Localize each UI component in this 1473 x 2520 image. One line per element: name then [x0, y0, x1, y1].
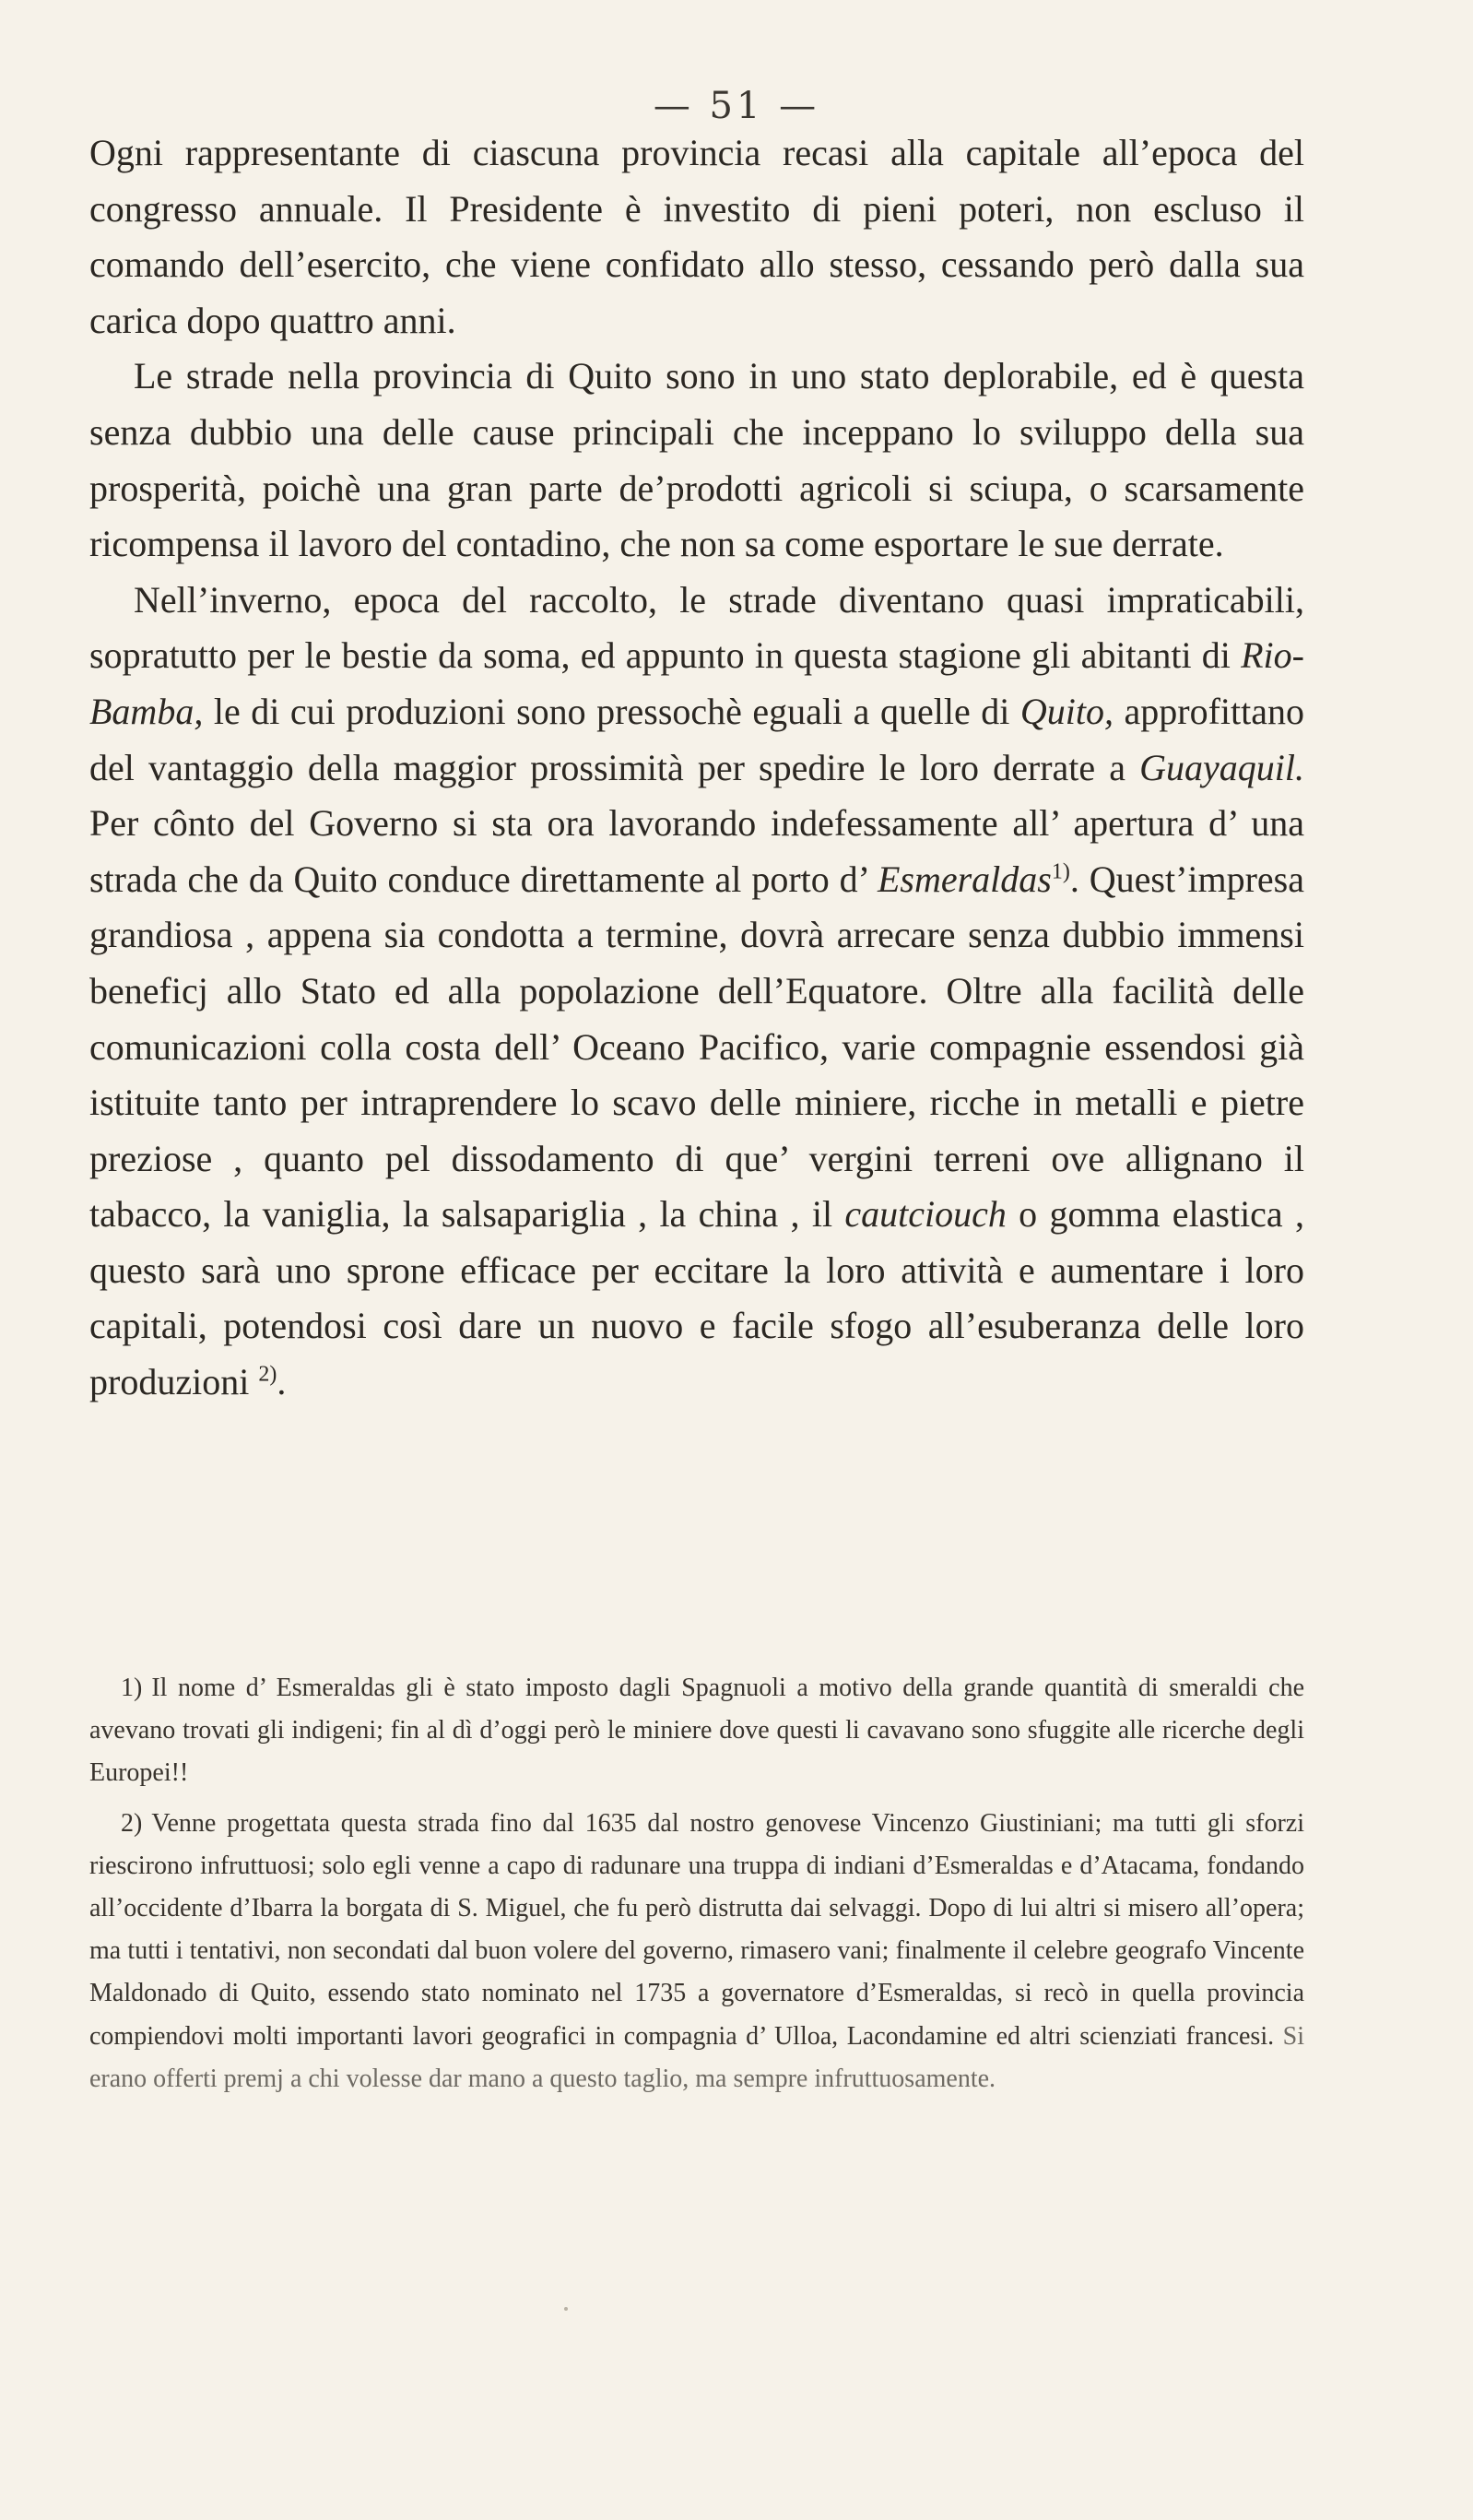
place-name-quito: Quito, [1019, 690, 1114, 732]
footnote-1-number: 1) [121, 1674, 143, 1702]
paragraph-3-part-7: . [277, 1361, 287, 1403]
paragraph-3 [89, 573, 1304, 1411]
footnote-ref-1: 1) [1051, 859, 1070, 884]
paragraph-1: Ogni rappresentante di ciascuna provincia recasi alla capitale all’epoca del congresso annuale. Il Presidente è investito di pieni poteri, non escluso il comando dell’esercito, che viene confidato allo stesso, cessando però dalla sua carica dopo quattro anni. [89, 132, 1304, 341]
paragraph-3-part-4: Per cônto del Governo si sta ora lavorando indefessamente all’ apertura d’ una strada che da Quito conduce direttamente al porto d’ [89, 802, 1304, 900]
place-name-guayaquil: Guayaquil. [1139, 746, 1304, 788]
footnote-ref-2: 2) [258, 1362, 277, 1387]
footnote-2-tail: Si erano offerti premj a chi volesse dar mano a questo taglio, ma sempre infruttuosamente. [89, 2021, 1304, 2093]
paragraph-2: Le strade nella provincia di Quito sono in uno stato deplorabile, ed è questa senza dubbio una delle cause principali che inceppano lo sviluppo della sua prosperità, poichè una gran parte de’prodotti agricoli si sciupa, o scarsamente ricompensa il lavoro del contadino, che non sa come esportare le sue derrate. [89, 355, 1304, 565]
paragraph-3-part-3: approfittano del vantaggio della maggior prossimità per spedire le loro derrate a [89, 690, 1304, 788]
place-name-esmeraldas: Esmeraldas [877, 858, 1052, 900]
paragraph-3-part-6: o gomma elastica , questo sarà uno sprone efficace per eccitare la loro attività e aumentare i loro capitali, potendosi così dare un nuovo e facile sfogo all’esuberanza delle loro produzioni [89, 1193, 1304, 1403]
page-number: — 51 — [653, 85, 820, 127]
footnote-2-text: Venne progettata questa strada fino dal 1635 dal nostro genovese Vincenzo Giustiniani; ma tutti gli sforzi riescirono infruttuosi; solo egli venne a capo di radunare una truppa di indiani d’Esmeraldas e d’Atacama, fondando all’occidente d’Ibarra la borgata di S. Miguel, che fu però distrutta dai selvaggi. Dopo di lui altri si misero all’opera; ma tutti i tentativi, non secondati dal buon volere del governo, rimasero vani; finalmente il celebre geografo Vincente Maldonado di Quito, essendo stato nominato nel 1735 a governatore d’Esmeraldas, si recò in quella provincia compiendovi molti importanti lavori geografici in compagnia d’ Ulloa, Lacondamine ed altri scienziati francesi. [89, 1808, 1304, 2051]
footnote-1-text: Il nome d’ Esmeraldas gli è stato imposto dagli Spagnuoli a motivo della grande quantità di smeraldi che avevano trovati gli indigeni; fin al dì d’oggi però le miniere dove questi li cavavano sono sfuggite alle ricerche degli Europei!! [89, 1674, 1304, 1788]
body-text [89, 125, 1304, 1411]
footnote-2-number: 2) [121, 1808, 143, 1838]
place-name-rio-bamba: Rio-Bamba, [89, 634, 1304, 732]
footnotes [89, 1667, 1304, 2100]
paragraph-3-part-5: . Quest’impresa grandiosa , appena sia condotta a termine, dovrà arrecare senza dubbio immensi beneficj allo Stato ed alla popolazione dell’Equatore. Oltre alla facilità delle comunicazioni colla costa dell’ Oceano Pacifico, varie compagnie essendosi già istituite tanto per intraprendere lo scavo delle miniere, ricche in metalli e pietre preziose , quanto pel dissodamento di que’ vergini terreni ove allignano il tabacco, la vaniglia, la salsapariglia , la china , il [89, 858, 1305, 1236]
paper-speck [564, 2307, 568, 2311]
paragraph-3-part-2: le di cui produzioni sono pressochè eguali a quelle di [203, 690, 1020, 732]
paragraph-3-part-1: Nell’inverno, epoca del raccolto, le strade diventano quasi impraticabili, sopratutto per le bestie da soma, ed appunto in questa stagione gli abitanti di [89, 578, 1304, 677]
footnote-2 [89, 1803, 1304, 2100]
term-cautciouch: cautciouch [844, 1193, 1007, 1236]
footnote-1 [89, 1667, 1304, 1795]
